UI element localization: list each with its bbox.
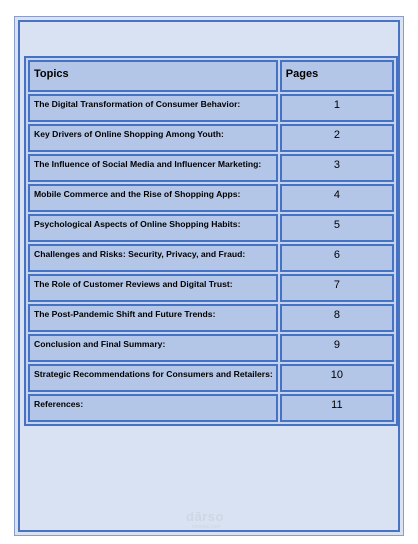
page-number-cell: 9 xyxy=(280,334,394,362)
watermark-url: mostaql.com xyxy=(192,524,221,530)
page-number-cell: 3 xyxy=(280,154,394,182)
page-number-cell: 2 xyxy=(280,124,394,152)
topic-cell: Key Drivers of Online Shopping Among Youth: xyxy=(28,124,278,152)
topic-cell: Conclusion and Final Summary: xyxy=(28,334,278,362)
table-row xyxy=(28,274,394,302)
topic-cell: References: xyxy=(28,394,278,422)
topics-header: Topics xyxy=(28,60,278,92)
topic-cell: The Influence of Social Media and Influencer Marketing: xyxy=(28,154,278,182)
table-row xyxy=(28,184,394,212)
table-row xyxy=(28,154,394,182)
table-row xyxy=(28,304,394,332)
page-number-cell: 8 xyxy=(280,304,394,332)
topic-cell: The Digital Transformation of Consumer Behavior: xyxy=(28,94,278,122)
page-number-cell: 10 xyxy=(280,364,394,392)
table-of-contents xyxy=(24,56,398,426)
page-number-cell: 1 xyxy=(280,94,394,122)
topic-cell: The Role of Customer Reviews and Digital Trust: xyxy=(28,274,278,302)
table-row xyxy=(28,394,394,422)
page-number-cell: 11 xyxy=(280,394,394,422)
table-row xyxy=(28,364,394,392)
table-header-row xyxy=(28,60,394,92)
page-number-cell: 6 xyxy=(280,244,394,272)
pages-header: Pages xyxy=(280,60,394,92)
watermark-logo: dārso xyxy=(186,509,224,524)
topic-cell: Mobile Commerce and the Rise of Shopping Apps: xyxy=(28,184,278,212)
page-number-cell: 4 xyxy=(280,184,394,212)
table-row xyxy=(28,94,394,122)
page-number-cell: 7 xyxy=(280,274,394,302)
topic-cell: The Post-Pandemic Shift and Future Trends: xyxy=(28,304,278,332)
table-row xyxy=(28,244,394,272)
topic-cell: Psychological Aspects of Online Shopping Habits: xyxy=(28,214,278,242)
table-row xyxy=(28,124,394,152)
topic-cell: Strategic Recommendations for Consumers and Retailers: xyxy=(28,364,278,392)
table-row xyxy=(28,334,394,362)
table-row xyxy=(28,214,394,242)
topic-cell: Challenges and Risks: Security, Privacy, and Fraud: xyxy=(28,244,278,272)
page-number-cell: 5 xyxy=(280,214,394,242)
